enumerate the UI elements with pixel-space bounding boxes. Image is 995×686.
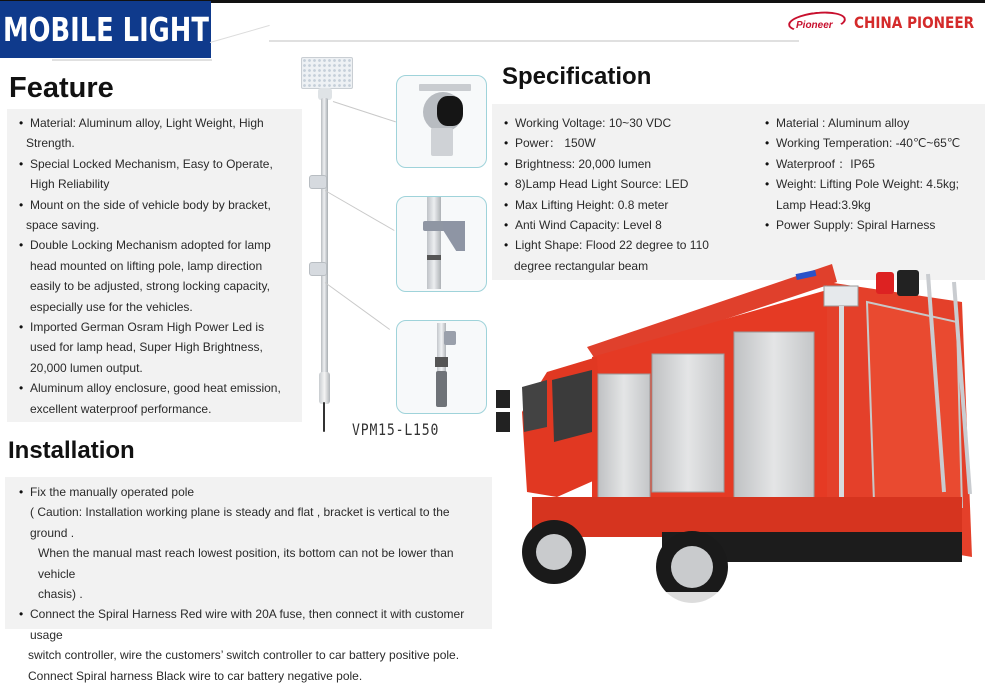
pole-handle bbox=[319, 372, 330, 404]
specification-heading: Specification bbox=[502, 63, 652, 90]
detail-lamp-joint bbox=[396, 75, 487, 168]
model-number: VPM15-L150 bbox=[352, 420, 440, 439]
detail-lower-pole bbox=[396, 320, 487, 414]
divider-line bbox=[52, 59, 212, 61]
divider-line bbox=[269, 40, 799, 42]
installation-step: • Fix the manually operated pole ( Caution: Installation working plane is steady and flat , bracket is vertical to the ground . When the manual mast reach lowest position, its bottom can not be lower than vehicle chasis) . bbox=[19, 482, 489, 604]
spec-item: • Power： 150W bbox=[504, 133, 754, 153]
spec-item: • Material : Aluminum alloy bbox=[765, 113, 980, 133]
feature-heading: Feature bbox=[9, 72, 114, 104]
specification-list-left bbox=[504, 113, 754, 276]
detail-bracket bbox=[396, 196, 487, 292]
spec-item: • Working Temperation: -40℃~65℃ bbox=[765, 133, 980, 153]
spec-item: • Max Lifting Height: 0.8 meter bbox=[504, 195, 754, 215]
brand-logo bbox=[788, 8, 995, 36]
installation-list bbox=[19, 482, 489, 686]
callout-line bbox=[333, 101, 396, 122]
feature-item: • Aluminum alloy enclosure, good heat emission, excellent waterproof performance. bbox=[19, 378, 302, 419]
spec-item: • Brightness: 20,000 lumen bbox=[504, 154, 754, 174]
feature-item: • Mount on the side of vehicle body by bracket, space saving. bbox=[19, 195, 302, 236]
spec-item: • Waterproof ：IP65 bbox=[765, 154, 980, 174]
lifting-pole bbox=[321, 98, 328, 398]
led-lamp-head bbox=[301, 57, 353, 89]
spec-item: • Weight: Lifting Pole Weight: 4.5kg; Lamp Head:3.9kg bbox=[765, 174, 980, 215]
feature-item: • Imported German Osram High Power Led is used for lamp head, Super High Brightness, 20,000 lumen output. bbox=[19, 317, 302, 378]
upper-bracket bbox=[309, 175, 327, 189]
brand-name: CHINA PIONEER bbox=[854, 12, 975, 32]
page-title: MOBILE LIGHT bbox=[2, 10, 209, 49]
spec-item: • Light Shape: Flood 22 degree to 110 degree rectangular beam bbox=[504, 235, 754, 276]
spec-item: • Working Voltage: 10~30 VDC bbox=[504, 113, 754, 133]
fire-truck-image bbox=[492, 262, 985, 644]
installation-heading: Installation bbox=[8, 437, 135, 464]
spiral-harness-cable bbox=[323, 402, 325, 432]
specification-list-right bbox=[765, 113, 980, 235]
spec-item: • 8)Lamp Head Light Source: LED bbox=[504, 174, 754, 194]
callout-line bbox=[325, 190, 395, 231]
title-banner bbox=[0, 1, 211, 58]
installation-step: • Connect the Spiral Harness Red wire with 20A fuse, then connect it with customer usage switch controller, wire the customers’ switch controller to car battery positive pole. Connect Spiral harness Black wire to car battery negative pole. bbox=[19, 604, 489, 686]
feature-list bbox=[19, 113, 302, 419]
callout-line bbox=[325, 282, 390, 330]
pioneer-logo-icon: Pioneer bbox=[788, 10, 846, 34]
feature-item: • Double Locking Mechanism adopted for lamp head mounted on lifting pole, lamp direction easily to be adjusted, strong locking capacity, especially use for the vehicles. bbox=[19, 235, 302, 317]
feature-item: • Material: Aluminum alloy, Light Weight, High Strength. bbox=[19, 113, 302, 154]
lower-bracket bbox=[309, 262, 327, 276]
spec-item: • Anti Wind Capacity: Level 8 bbox=[504, 215, 754, 235]
divider-line-diagonal bbox=[210, 25, 270, 43]
feature-item: • Special Locked Mechanism, Easy to Operate, High Reliability bbox=[19, 154, 302, 195]
spec-item: • Power Supply: Spiral Harness bbox=[765, 215, 980, 235]
